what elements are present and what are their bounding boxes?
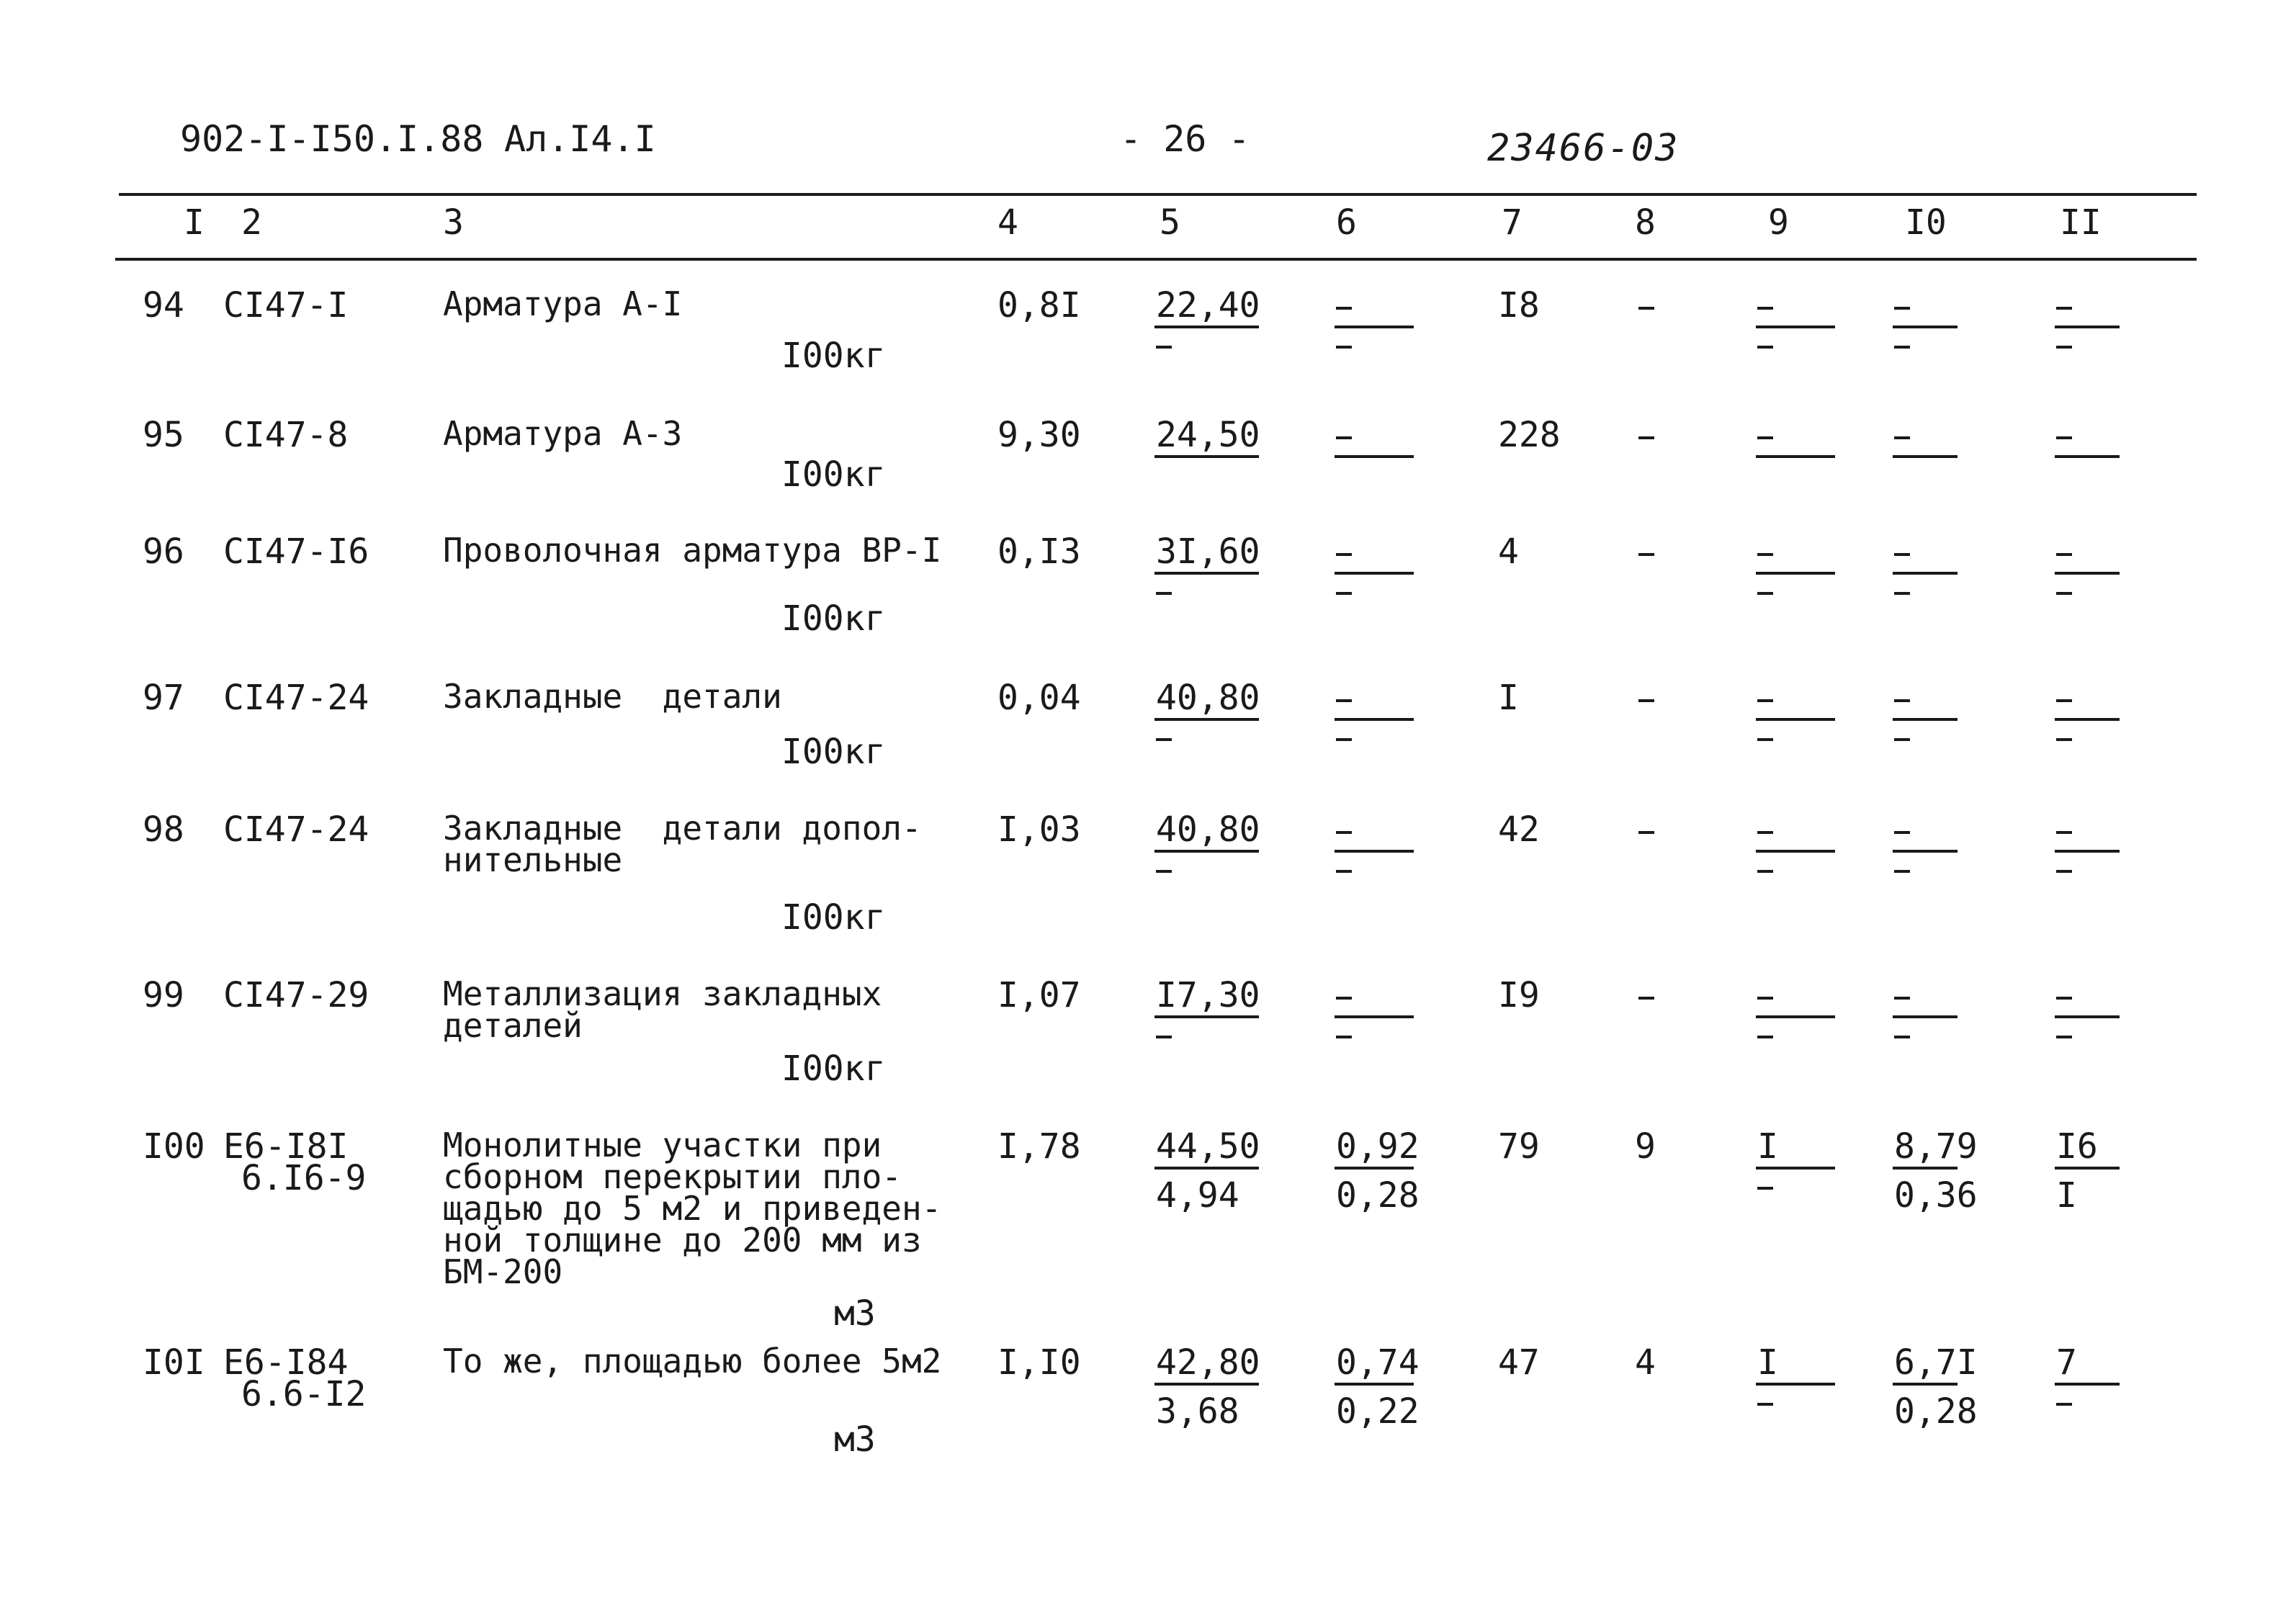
dash-mark bbox=[1757, 436, 1773, 439]
dash-mark bbox=[1638, 997, 1654, 1000]
dash-mark bbox=[2056, 831, 2072, 834]
dash-mark bbox=[1336, 346, 1352, 349]
fraction-rule bbox=[1335, 572, 1414, 575]
cell-col4: 0,04 bbox=[997, 678, 1081, 718]
row-description: Арматура А-I bbox=[443, 284, 683, 323]
dash-mark bbox=[1336, 592, 1352, 595]
cell-c5-top: 44,50 bbox=[1156, 1126, 1260, 1167]
cell-c5-top: 42,80 bbox=[1156, 1342, 1260, 1383]
dash-mark bbox=[1757, 346, 1773, 349]
column-header: 8 bbox=[1635, 202, 1656, 243]
dash-mark bbox=[1156, 738, 1172, 741]
cell-c6-bottom: 0,22 bbox=[1336, 1391, 1420, 1432]
fraction-rule bbox=[1154, 1167, 1259, 1170]
dash-mark bbox=[1638, 831, 1654, 834]
row-unit: м3 bbox=[834, 1293, 876, 1334]
row-description: Закладные детали допол- нительные bbox=[443, 809, 922, 879]
dash-mark bbox=[1757, 592, 1773, 595]
fraction-rule bbox=[1756, 1015, 1835, 1018]
row-description: Монолитные участки при сборном перекрытии пло- щадью до 5 м2 и приведен- ной толщине до 200 мм из БМ-200 bbox=[443, 1126, 942, 1291]
dash-mark bbox=[1336, 699, 1352, 702]
dash-mark bbox=[1757, 831, 1773, 834]
column-header: 5 bbox=[1160, 202, 1180, 243]
dash-mark bbox=[1156, 1036, 1172, 1038]
cell-c10-top: 6,7I bbox=[1894, 1342, 1978, 1383]
row-number: I00 bbox=[143, 1126, 205, 1167]
cell-c5-bottom: 4,94 bbox=[1156, 1175, 1239, 1216]
row-code: CI47-29 bbox=[223, 975, 369, 1015]
table-header-rule bbox=[115, 258, 2197, 261]
dash-mark bbox=[2056, 1036, 2072, 1038]
row-description: Закладные детали bbox=[443, 677, 782, 716]
cell-col4: I,I0 bbox=[997, 1342, 1081, 1383]
dash-mark bbox=[1336, 738, 1352, 741]
row-number: 99 bbox=[143, 975, 184, 1015]
fraction-rule bbox=[1154, 1015, 1259, 1018]
dash-mark bbox=[1894, 307, 1910, 310]
fraction-rule bbox=[1154, 718, 1259, 721]
fraction-rule bbox=[1893, 1167, 1958, 1170]
row-code: CI47-I bbox=[223, 285, 349, 326]
fraction-rule bbox=[2055, 455, 2120, 458]
row-number: 95 bbox=[143, 415, 184, 455]
cell-col4: 0,8I bbox=[997, 285, 1081, 326]
fraction-rule bbox=[1756, 572, 1835, 575]
cell-c9-top: I bbox=[1757, 1342, 1778, 1383]
fraction-rule bbox=[1154, 455, 1259, 458]
dash-mark bbox=[1894, 870, 1910, 873]
row-unit: I00кг bbox=[781, 1049, 886, 1089]
fraction-rule bbox=[2055, 850, 2120, 853]
dash-mark bbox=[1894, 346, 1910, 349]
fraction-rule bbox=[2055, 1383, 2120, 1386]
fraction-rule bbox=[1756, 718, 1835, 721]
cell-col7: 79 bbox=[1498, 1126, 1540, 1167]
row-number: 96 bbox=[143, 531, 184, 572]
dash-mark bbox=[1757, 1187, 1773, 1190]
dash-mark bbox=[2056, 997, 2072, 1000]
cell-c6-top: 0,92 bbox=[1336, 1126, 1420, 1167]
row-code: CI47-24 bbox=[223, 678, 369, 718]
fraction-rule bbox=[1154, 572, 1259, 575]
fraction-rule bbox=[1756, 1383, 1835, 1386]
column-header: I bbox=[184, 202, 205, 243]
cell-c5-top: 22,40 bbox=[1156, 285, 1260, 326]
cell-col4: I,78 bbox=[997, 1126, 1081, 1167]
cell-c6-top: 0,74 bbox=[1336, 1342, 1420, 1383]
dash-mark bbox=[2056, 307, 2072, 310]
fraction-rule bbox=[1154, 326, 1259, 328]
cell-col4: 0,I3 bbox=[997, 531, 1081, 572]
dash-mark bbox=[2056, 436, 2072, 439]
page-number: - 26 - bbox=[1120, 118, 1250, 160]
cell-col7: I8 bbox=[1498, 285, 1540, 326]
fraction-rule bbox=[2055, 572, 2120, 575]
dash-mark bbox=[1894, 1036, 1910, 1038]
cell-c5-top: I7,30 bbox=[1156, 975, 1260, 1015]
cell-col8: 4 bbox=[1635, 1342, 1656, 1383]
cell-col7: I bbox=[1498, 678, 1519, 718]
cell-col7: 228 bbox=[1498, 415, 1561, 455]
dash-mark bbox=[1757, 699, 1773, 702]
row-unit: I00кг bbox=[781, 598, 886, 639]
fraction-rule bbox=[1756, 326, 1835, 328]
fraction-rule bbox=[1335, 850, 1414, 853]
fraction-rule bbox=[1335, 1383, 1414, 1386]
cell-col4: 9,30 bbox=[997, 415, 1081, 455]
dash-mark bbox=[1757, 1403, 1773, 1406]
row-number: 97 bbox=[143, 678, 184, 718]
dash-mark bbox=[2056, 1403, 2072, 1406]
row-description: Металлизация закладных деталей bbox=[443, 974, 882, 1045]
dash-mark bbox=[1638, 307, 1654, 310]
dash-mark bbox=[1336, 436, 1352, 439]
row-number: I0I bbox=[143, 1342, 205, 1383]
cell-col7: 4 bbox=[1498, 531, 1519, 572]
fraction-rule bbox=[1893, 326, 1958, 328]
dash-mark bbox=[1894, 436, 1910, 439]
column-header: 2 bbox=[241, 202, 262, 243]
cell-c9-top: I bbox=[1757, 1126, 1778, 1167]
dash-mark bbox=[1638, 553, 1654, 556]
column-header: II bbox=[2060, 202, 2102, 243]
fraction-rule bbox=[1893, 718, 1958, 721]
column-header: 6 bbox=[1336, 202, 1357, 243]
fraction-rule bbox=[2055, 718, 2120, 721]
dash-mark bbox=[2056, 592, 2072, 595]
dash-mark bbox=[1638, 436, 1654, 439]
column-header: 9 bbox=[1768, 202, 1789, 243]
dash-mark bbox=[1757, 307, 1773, 310]
row-code: CI47-I6 bbox=[223, 531, 369, 572]
fraction-rule bbox=[1335, 1015, 1414, 1018]
row-unit: I00кг bbox=[781, 336, 886, 376]
cell-col7: I9 bbox=[1498, 975, 1540, 1015]
fraction-rule bbox=[1335, 326, 1414, 328]
row-unit: I00кг bbox=[781, 454, 886, 495]
dash-mark bbox=[1336, 307, 1352, 310]
row-code-secondary: 6.6-I2 bbox=[241, 1374, 367, 1414]
column-header: 4 bbox=[997, 202, 1018, 243]
cell-col7: 42 bbox=[1498, 809, 1540, 850]
fraction-rule bbox=[1756, 850, 1835, 853]
cell-c11-top: I6 bbox=[2056, 1126, 2098, 1167]
cell-c11-bottom: I bbox=[2056, 1175, 2077, 1216]
dash-mark bbox=[1894, 831, 1910, 834]
column-header: 7 bbox=[1502, 202, 1523, 243]
row-number: 94 bbox=[143, 285, 184, 326]
dash-mark bbox=[1156, 592, 1172, 595]
dash-mark bbox=[1757, 870, 1773, 873]
fraction-rule bbox=[1893, 572, 1958, 575]
sheet-label: Ал.I4.I bbox=[504, 118, 656, 160]
dash-mark bbox=[2056, 346, 2072, 349]
row-number: 98 bbox=[143, 809, 184, 850]
dash-mark bbox=[1757, 997, 1773, 1000]
stamp-number: 23466-03 bbox=[1487, 127, 1680, 170]
dash-mark bbox=[1894, 997, 1910, 1000]
cell-c10-top: 8,79 bbox=[1894, 1126, 1978, 1167]
fraction-rule bbox=[2055, 1015, 2120, 1018]
dash-mark bbox=[1336, 997, 1352, 1000]
dash-mark bbox=[1757, 738, 1773, 741]
cell-col7: 47 bbox=[1498, 1342, 1540, 1383]
dash-mark bbox=[2056, 699, 2072, 702]
row-code: CI47-8 bbox=[223, 415, 349, 455]
row-description: Проволочная арматура ВР-I bbox=[443, 531, 942, 570]
fraction-rule bbox=[1154, 1383, 1259, 1386]
dash-mark bbox=[2056, 553, 2072, 556]
dash-mark bbox=[1336, 553, 1352, 556]
cell-col8: 9 bbox=[1635, 1126, 1656, 1167]
row-unit: I00кг bbox=[781, 897, 886, 938]
cell-c6-bottom: 0,28 bbox=[1336, 1175, 1420, 1216]
table-top-rule bbox=[119, 193, 2197, 196]
fraction-rule bbox=[1893, 455, 1958, 458]
fraction-rule bbox=[1893, 1383, 1958, 1386]
dash-mark bbox=[1156, 346, 1172, 349]
dash-mark bbox=[1336, 831, 1352, 834]
cell-c10-bottom: 0,28 bbox=[1894, 1391, 1978, 1432]
dash-mark bbox=[2056, 870, 2072, 873]
dash-mark bbox=[2056, 738, 2072, 741]
dash-mark bbox=[1894, 553, 1910, 556]
cell-col4: I,07 bbox=[997, 975, 1081, 1015]
row-code: CI47-24 bbox=[223, 809, 369, 850]
row-unit: I00кг bbox=[781, 732, 886, 772]
row-code: Е6-I84 bbox=[223, 1342, 349, 1383]
fraction-rule bbox=[1335, 455, 1414, 458]
fraction-rule bbox=[1335, 1167, 1414, 1170]
doc-code: 902-I-I50.I.88 bbox=[180, 118, 484, 160]
dash-mark bbox=[1336, 870, 1352, 873]
row-unit: м3 bbox=[834, 1419, 876, 1460]
dash-mark bbox=[1757, 1036, 1773, 1038]
fraction-rule bbox=[2055, 326, 2120, 328]
fraction-rule bbox=[1756, 455, 1835, 458]
cell-col4: I,03 bbox=[997, 809, 1081, 850]
cell-c10-bottom: 0,36 bbox=[1894, 1175, 1978, 1216]
column-header: 3 bbox=[443, 202, 464, 243]
dash-mark bbox=[1757, 553, 1773, 556]
dash-mark bbox=[1894, 738, 1910, 741]
column-header: I0 bbox=[1905, 202, 1947, 243]
fraction-rule bbox=[1335, 718, 1414, 721]
fraction-rule bbox=[1893, 850, 1958, 853]
fraction-rule bbox=[1154, 850, 1259, 853]
cell-c11-top: 7 bbox=[2056, 1342, 2077, 1383]
cell-c5-top: 24,50 bbox=[1156, 415, 1260, 455]
dash-mark bbox=[1894, 592, 1910, 595]
row-description: То же, площадью более 5м2 bbox=[443, 1342, 942, 1381]
fraction-rule bbox=[1893, 1015, 1958, 1018]
cell-c5-top: 40,80 bbox=[1156, 678, 1260, 718]
fraction-rule bbox=[1756, 1167, 1835, 1170]
dash-mark bbox=[1638, 699, 1654, 702]
cell-c5-top: 3I,60 bbox=[1156, 531, 1260, 572]
row-code-secondary: 6.I6-9 bbox=[241, 1158, 367, 1198]
dash-mark bbox=[1894, 699, 1910, 702]
dash-mark bbox=[1336, 1036, 1352, 1038]
row-description: Арматура А-3 bbox=[443, 414, 683, 453]
cell-c5-top: 40,80 bbox=[1156, 809, 1260, 850]
dash-mark bbox=[1156, 870, 1172, 873]
fraction-rule bbox=[2055, 1167, 2120, 1170]
cell-c5-bottom: 3,68 bbox=[1156, 1391, 1239, 1432]
row-code: Е6-I8I bbox=[223, 1126, 349, 1167]
